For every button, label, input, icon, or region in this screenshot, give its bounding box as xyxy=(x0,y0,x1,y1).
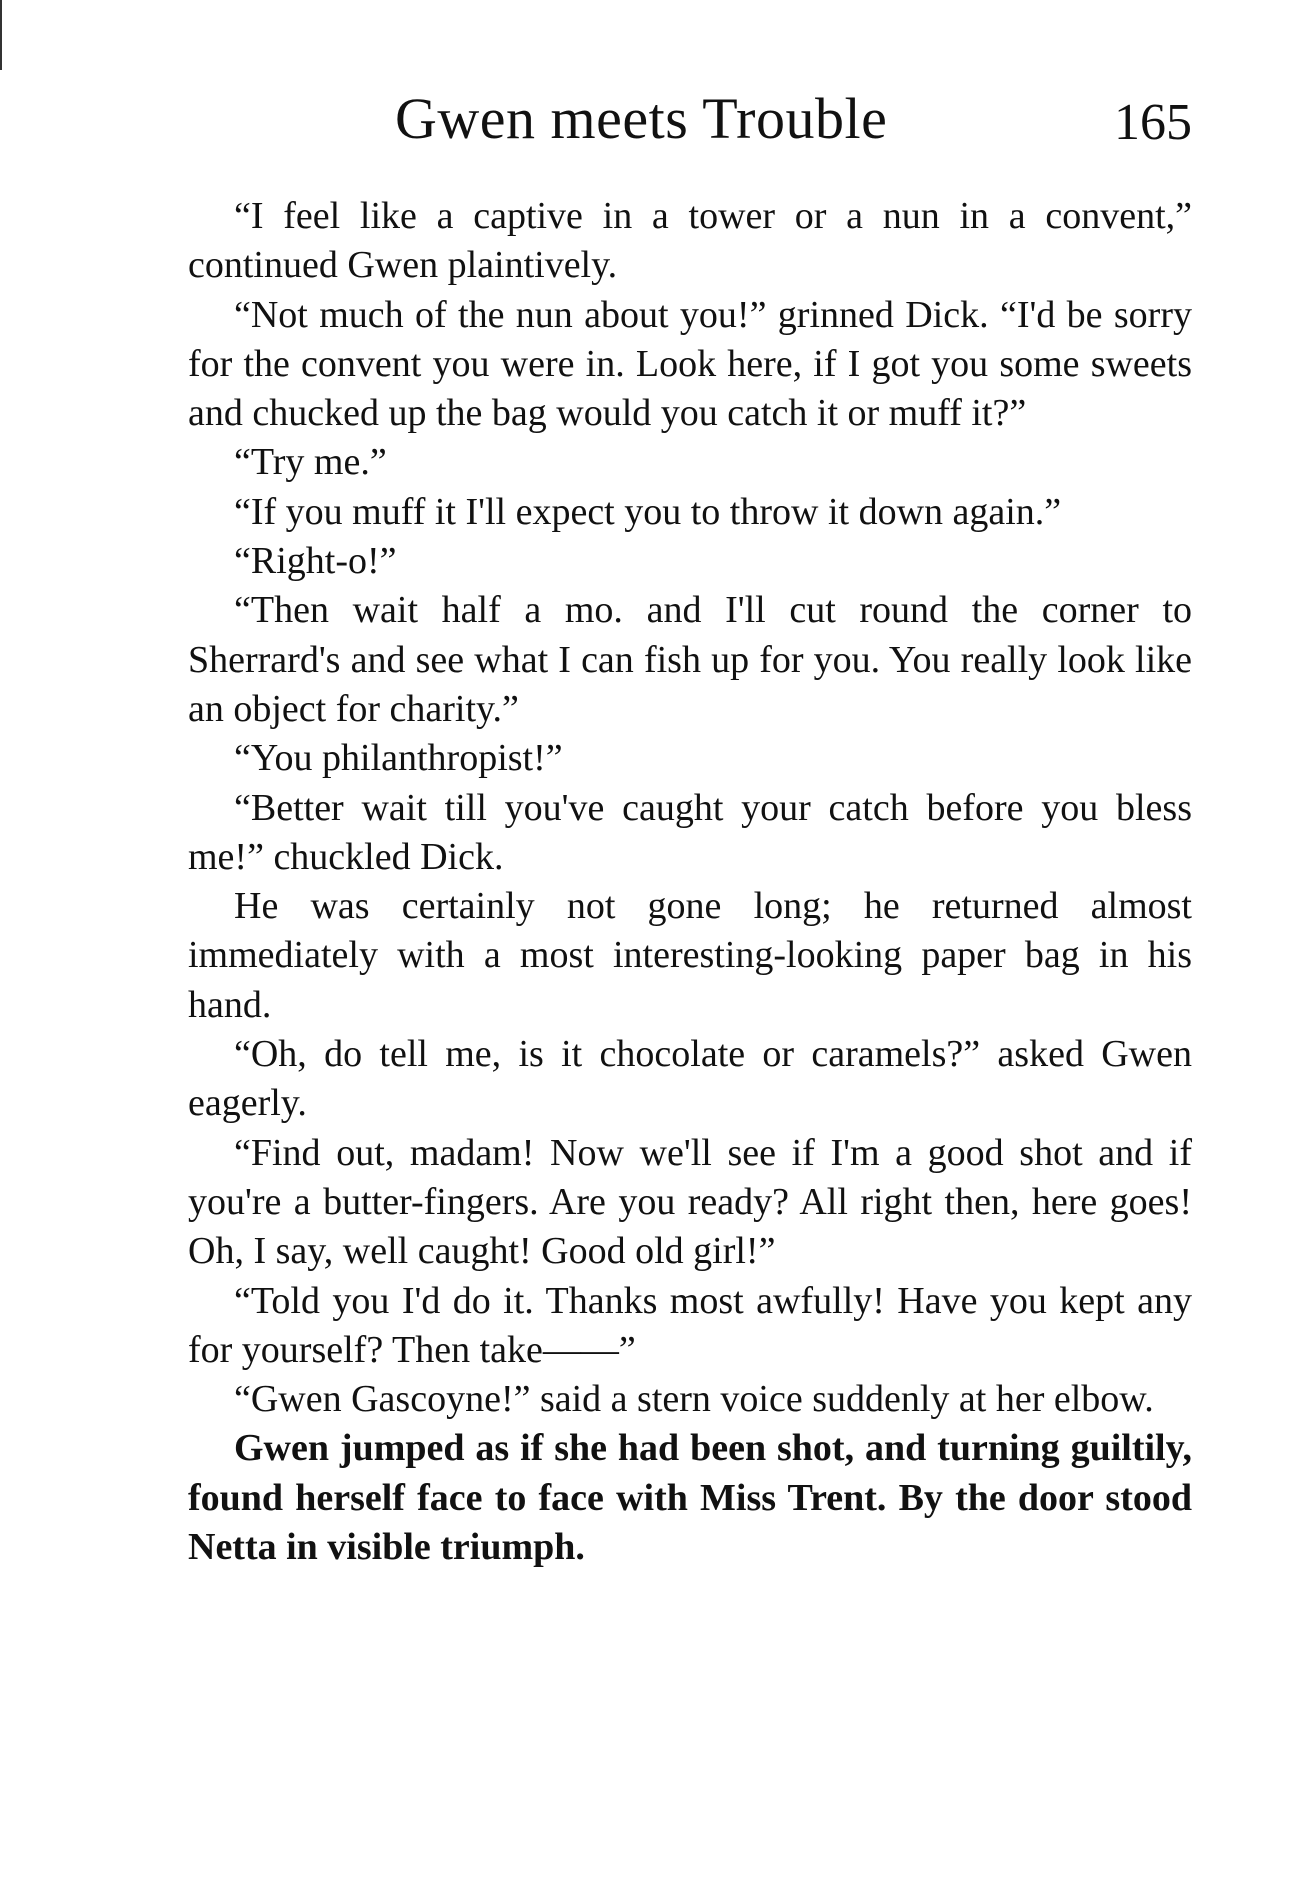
paragraph: “Right-o!” xyxy=(234,540,397,583)
paragraph: “You philanthropist!” xyxy=(234,737,563,780)
page-edge-rule xyxy=(0,0,2,70)
paragraph: “Try me.” xyxy=(234,441,387,484)
paragraph: “Told you I'd do it. Thanks most awfully! Have you kept any for yourself? Then take——” xyxy=(188,1279,1192,1371)
page-number: 165 xyxy=(1114,94,1192,151)
paragraph: “Not much of the nun about you!” grinned Dick. “I'd be sorry for the convent you were in. Look here, if I got you some sweets and chucked up the bag would you catch it or muff it?” xyxy=(188,293,1192,435)
paragraph: Gwen jumped as if she had been shot, and turning guiltily, found herself face to face with Miss Trent. By the door stood Netta in visible triumph. xyxy=(188,1427,1192,1569)
paragraph: “If you muff it I'll expect you to throw it down again.” xyxy=(234,490,1062,533)
paragraph: “Gwen Gascoyne!” said a stern voice suddenly at her elbow. xyxy=(234,1378,1154,1421)
running-title: Gwen meets Trouble xyxy=(395,86,888,151)
paragraph: “Oh, do tell me, is it chocolate or caramels?” asked Gwen eagerly. xyxy=(188,1033,1192,1125)
paragraph: “Then wait half a mo. and I'll cut round the corner to Sherrard's and see what I can fish up for you. You really look like an object for charity.” xyxy=(188,589,1192,730)
paragraph: He was certainly not gone long; he returned almost immediately with a most interesting-looking paper bag in his hand. xyxy=(188,885,1192,1026)
body-text xyxy=(188,192,1192,1572)
paragraph: “Better wait till you've caught your catch before you bless me!” chuckled Dick. xyxy=(188,786,1192,878)
paragraph: “I feel like a captive in a tower or a nun in a convent,” continued Gwen plaintively. xyxy=(188,195,1192,287)
paragraph: “Find out, madam! Now we'll see if I'm a good shot and if you're a butter-fingers. Are you ready? All right then, here goes! Oh, I say, well caught! Good old girl!” xyxy=(188,1131,1192,1273)
